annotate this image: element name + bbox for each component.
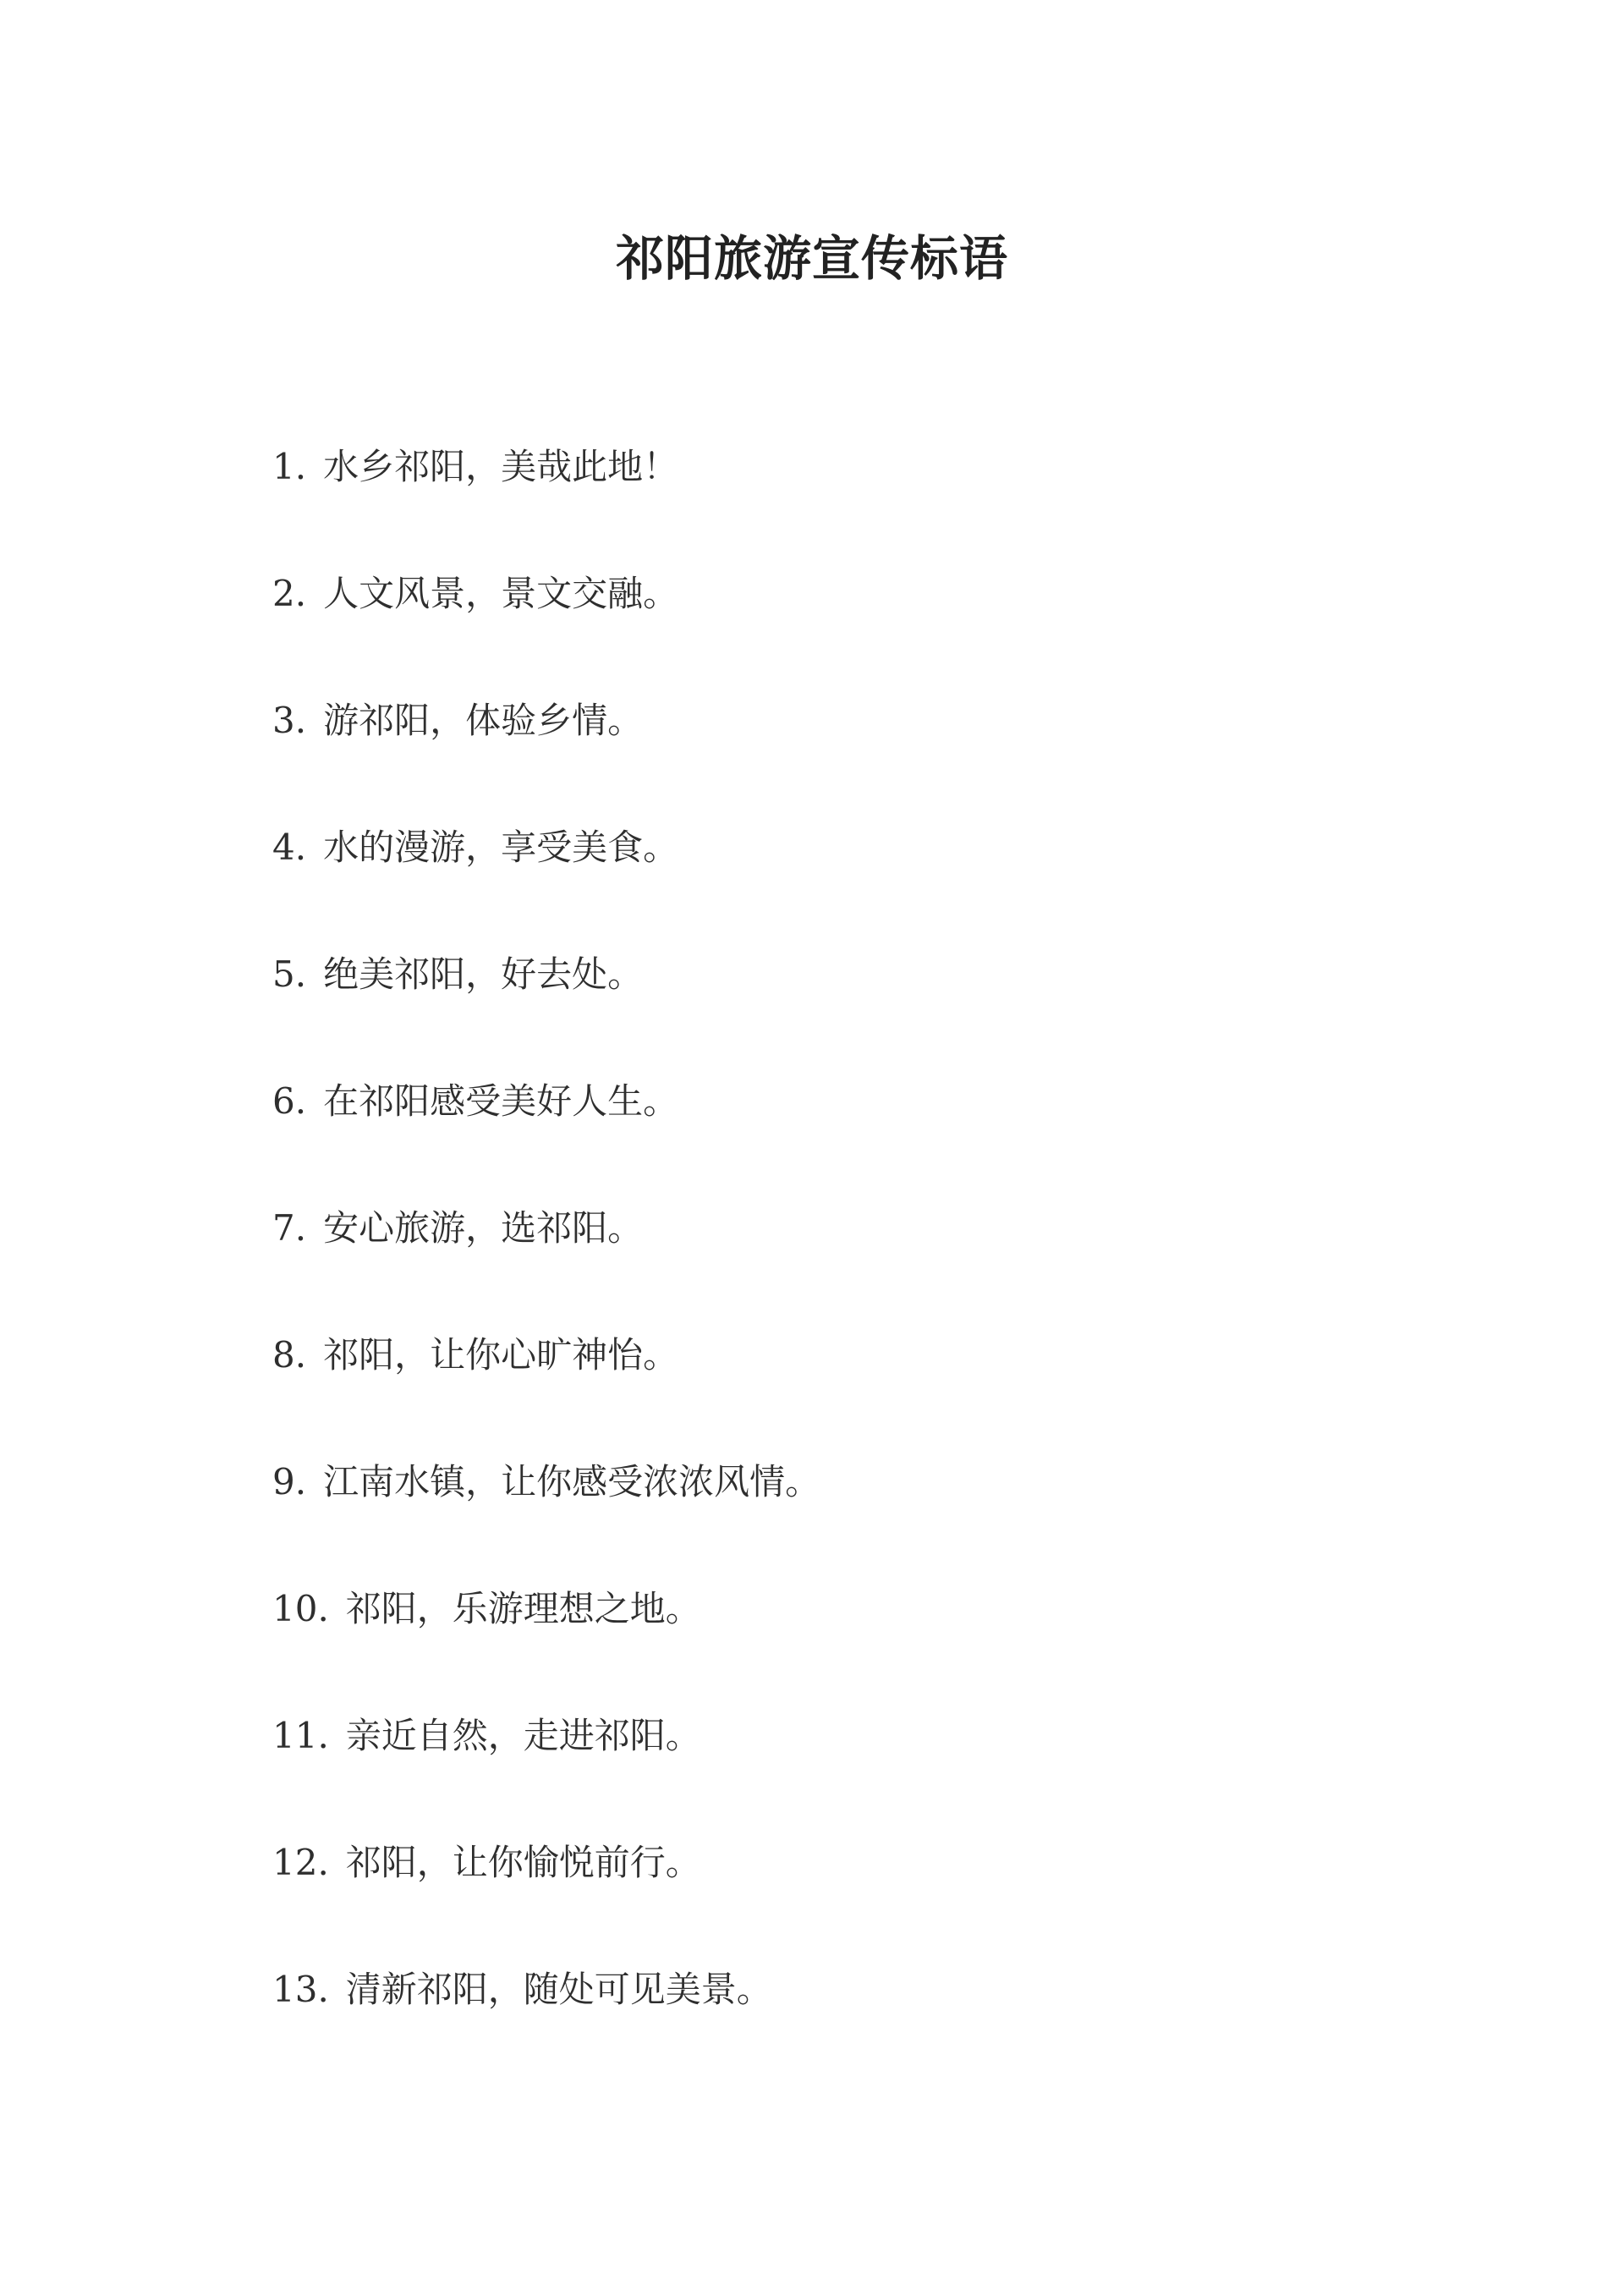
- list-item: [272, 1959, 820, 2086]
- slogan-number: 5.: [272, 953, 307, 995]
- list-item: [272, 1071, 820, 1198]
- slogan-number: 1.: [272, 446, 307, 487]
- list-item: [272, 437, 820, 563]
- list-item: [272, 1325, 820, 1452]
- slogan-number: 7.: [272, 1207, 307, 1249]
- list-item: [272, 1452, 820, 1579]
- slogan-number: 2.: [272, 573, 307, 614]
- list-item: [272, 817, 820, 944]
- slogan-text: 水乡祁阳，美哉此地！: [323, 446, 679, 487]
- slogan-text: 祁阳，让你愉悦前行。: [345, 1842, 701, 1883]
- list-item: [272, 1832, 820, 1959]
- list-item: [272, 1706, 820, 1832]
- page-title: 祁阳旅游宣传标语: [616, 230, 1008, 288]
- slogan-number: 8.: [272, 1334, 307, 1376]
- slogan-number: 10.: [272, 1588, 329, 1629]
- list-item: [272, 690, 820, 817]
- list-item: [272, 944, 820, 1071]
- list-item: [272, 563, 820, 690]
- slogan-text: 亲近自然，走进祁阳。: [345, 1715, 701, 1756]
- slogan-number: 6.: [272, 1080, 307, 1122]
- slogan-number: 3.: [272, 700, 307, 741]
- slogan-number: 12.: [272, 1842, 329, 1883]
- slogan-text: 江南水镇，让你感受浓浓风情。: [323, 1461, 821, 1502]
- slogan-text: 安心旅游，选祁阳。: [323, 1207, 644, 1249]
- slogan-text: 祁阳，乐游理想之地。: [345, 1588, 701, 1629]
- slogan-text: 祁阳，让你心旷神怡。: [323, 1334, 679, 1376]
- slogan-number: 9.: [272, 1461, 307, 1502]
- slogan-list: [272, 437, 820, 2086]
- slogan-number: 13.: [272, 1969, 329, 2010]
- list-item: [272, 1198, 820, 1325]
- slogan-text: 在祁阳感受美好人生。: [323, 1080, 679, 1122]
- slogan-text: 绝美祁阳，好去处。: [323, 953, 644, 995]
- list-item: [272, 1579, 820, 1706]
- slogan-number: 11.: [272, 1715, 329, 1756]
- slogan-text: 人文风景，景文交融。: [323, 573, 679, 614]
- slogan-text: 游祁阳，体验乡情。: [323, 700, 644, 741]
- slogan-text: 水的漫游，享受美食。: [323, 827, 679, 868]
- slogan-text: 清新祁阳，随处可见美景。: [345, 1969, 772, 2010]
- slogan-number: 4.: [272, 827, 307, 868]
